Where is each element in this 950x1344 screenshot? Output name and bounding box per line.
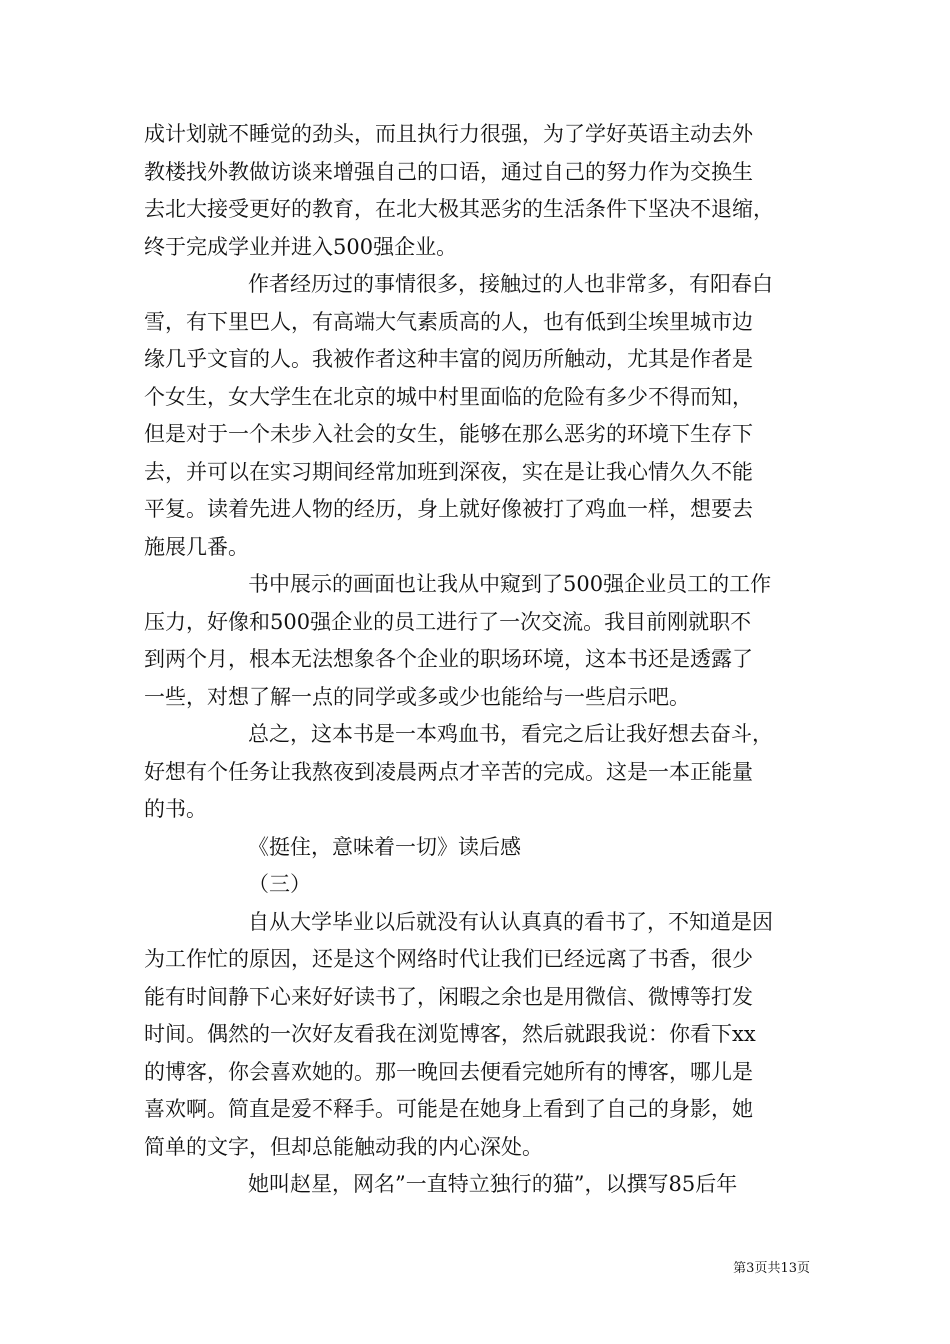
text-line: 能有时间静下心来好好读书了，闲暇之余也是用微信、微博等打发 bbox=[144, 984, 753, 1009]
text-line: 喜欢啊。简直是爱不释手。可能是在她身上看到了自己的身影，她 bbox=[144, 1097, 753, 1121]
text-line: 去北大接受更好的教育，在北大极其恶劣的生活条件下坚决不退缩， bbox=[144, 197, 774, 221]
text-line: 雪，有下里巴人，有高端大气素质高的人，也有低到尘埃里城市边 bbox=[144, 309, 753, 334]
text-line: 好想有个任务让我熬夜到凌晨两点才辛苦的完成。这是一本正能量 bbox=[144, 759, 753, 784]
text-line: 一些，对想了解一点的同学或多或少也能给与一些启示吧。 bbox=[144, 684, 690, 709]
text-line: 教楼找外教做访谈来增强自己的口语，通过自己的努力作为交换生 bbox=[144, 159, 753, 184]
paragraph-start-line: 自从大学毕业以后就没有认认真真的看书了，不知道是因 bbox=[248, 909, 773, 934]
section-number: （三） bbox=[248, 872, 311, 896]
text-line: 的博客，你会喜欢她的。那一晚回去便看完她所有的博客，哪儿是 bbox=[144, 1059, 753, 1084]
text-line: 施展几番。 bbox=[144, 534, 249, 559]
text-line: 压力，好像和500强企业的员工进行了一次交流。我目前刚就职不 bbox=[144, 609, 752, 634]
text-line: 平复。读着先进人物的经历，身上就好像被打了鸡血一样，想要去 bbox=[144, 497, 753, 521]
text-line: 时间。偶然的一次好友看我在浏览博客，然后就跟我说：你看下xx bbox=[144, 1022, 756, 1046]
paragraph-start-line: 作者经历过的事情很多，接触过的人也非常多，有阳春白 bbox=[248, 272, 773, 296]
body-text bbox=[144, 116, 812, 1204]
text-line: 成计划就不睡觉的劲头，而且执行力很强，为了学好英语主动去外 bbox=[144, 122, 753, 146]
paragraph-start-line: 书中展示的画面也让我从中窥到了500强企业员工的工作 bbox=[248, 572, 772, 596]
text-line: 到两个月，根本无法想象各个企业的职场环境，这本书还是透露了 bbox=[144, 647, 753, 671]
text-line: 的书。 bbox=[144, 797, 207, 821]
text-line: 为工作忙的原因，还是这个网络时代让我们已经远离了书香，很少 bbox=[144, 947, 753, 971]
page-footer: 第3页共13页 bbox=[733, 1261, 810, 1276]
paragraph-start-line: 总之，这本书是一本鸡血书，看完之后让我好想去奋斗， bbox=[248, 722, 773, 746]
text-line: 终于完成学业并进入500强企业。 bbox=[144, 234, 458, 259]
text-line: 个女生，女大学生在北京的城中村里面临的危险有多少不得而知， bbox=[144, 384, 753, 409]
section-title: 《挺住，意味着一切》读后感 bbox=[248, 834, 521, 859]
text-line: 但是对于一个未步入社会的女生，能够在那么恶劣的环境下生存下 bbox=[144, 422, 753, 446]
text-line: 简单的文字，但却总能触动我的内心深处。 bbox=[144, 1134, 543, 1159]
paragraph-start-line: 她叫赵星，网名”一直特立独行的猫”，以撰写85后年 bbox=[248, 1172, 738, 1196]
text-line: 缘几乎文盲的人。我被作者这种丰富的阅历所触动，尤其是作者是 bbox=[144, 347, 753, 371]
text-line: 去，并可以在实习期间经常加班到深夜，实在是让我心情久久不能 bbox=[144, 459, 753, 484]
